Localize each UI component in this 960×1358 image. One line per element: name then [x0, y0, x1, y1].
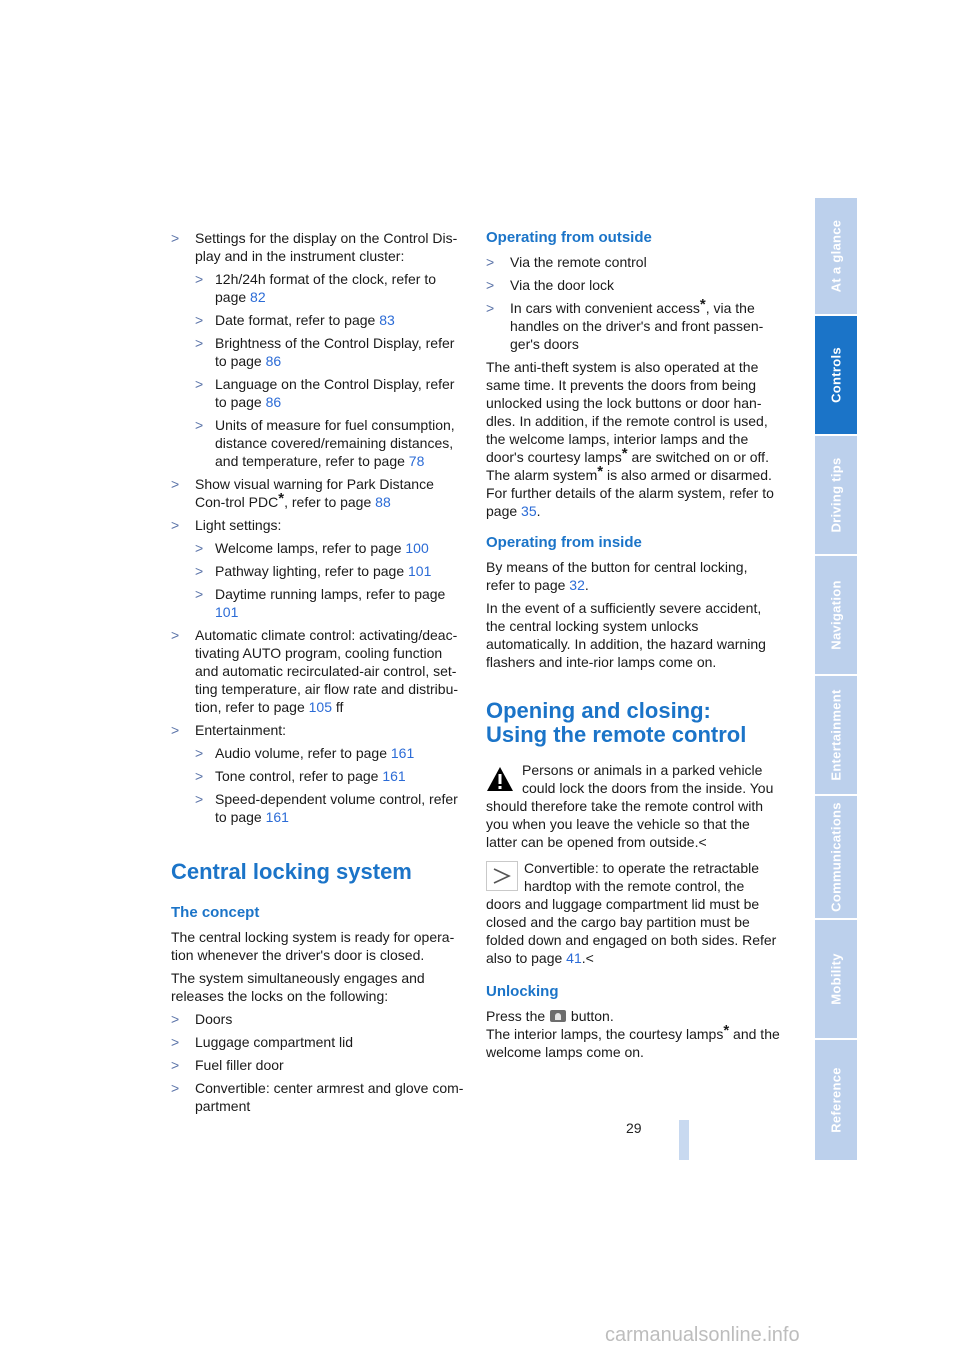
tab-communications[interactable]: Communications [815, 796, 857, 918]
list-item: > Units of measure for fuel consumption, distance covered/remaining distances, and temperature, refer to page 78 [195, 416, 465, 470]
page-link[interactable]: 100 [405, 540, 429, 556]
list-item: > Doors [171, 1010, 465, 1028]
list-item: > Entertainment: [171, 721, 465, 739]
option-asterisk: * [621, 445, 628, 462]
list-item: > Via the remote control [486, 253, 780, 271]
list-item: > 12h/24h format of the clock, refer to page 82 [195, 270, 465, 306]
list-item: > Show visual warning for Park Distance Con-trol PDC*, refer to page 88 [171, 475, 465, 511]
watermark: carmanualsonline.info [605, 1324, 800, 1346]
page-number: 29 [626, 1120, 642, 1136]
list-item: > Language on the Control Display, refer to page 86 [195, 375, 465, 411]
tab-entertainment[interactable]: Entertainment [815, 676, 857, 794]
right-column [486, 229, 780, 1066]
page-link[interactable]: 101 [408, 563, 432, 579]
list-item: > Date format, refer to page 83 [195, 311, 465, 329]
list-item: > Brightness of the Control Display, refer to page 86 [195, 334, 465, 370]
list-item: > Settings for the display on the Control Dis-play and in the instrument cluster: [171, 229, 465, 265]
paragraph: The interior lamps, the courtesy lamps* and the welcome lamps come on. [486, 1022, 780, 1060]
section-heading-remote-control: Opening and closing: Using the remote control [486, 698, 747, 747]
page-link[interactable]: 32 [569, 577, 585, 593]
tab-driving-tips[interactable]: Driving tips [815, 436, 857, 554]
option-asterisk: * [699, 296, 706, 313]
page-link[interactable]: 161 [382, 768, 406, 784]
page-link[interactable]: 41 [566, 950, 582, 966]
page-link[interactable]: 161 [265, 809, 289, 825]
page-link[interactable]: 88 [375, 494, 391, 510]
list-item: > Convertible: center armrest and glove com-partment [171, 1079, 465, 1115]
list-item: > In cars with convenient access*, via the handles on the driver's and front passen-ger's doors [486, 299, 780, 353]
list-item: > Daytime running lamps, refer to page 101 [195, 585, 465, 621]
chapter-sidebar [815, 198, 857, 1160]
left-column [171, 229, 465, 1120]
paragraph: By means of the button for central locking, refer to page 32. [486, 559, 748, 593]
option-asterisk: * [723, 1022, 730, 1039]
list-item: > Automatic climate control: activating/deac-tivating AUTO program, cooling function and automatic recirculated-air control, set-ting temperature, air flow rate and distribu-tion, refer to page 105 ff [171, 626, 465, 716]
paragraph: In the event of a sufficiently severe accident, the central locking system unlocks automatically. In addition, the hazard warning flashers and inte-rior lamps come on. [486, 600, 766, 670]
paragraph: The central locking system is ready for opera-tion whenever the driver's door is closed. [171, 929, 455, 963]
list-item: > Audio volume, refer to page 161 [195, 744, 465, 762]
list-item: > Welcome lamps, refer to page 100 [195, 539, 465, 557]
list-item: > Tone control, refer to page 161 [195, 767, 465, 785]
list-item: > Light settings: [171, 516, 465, 534]
option-asterisk: * [278, 490, 285, 507]
warning-triangle-icon [486, 765, 514, 793]
warning-notice: Persons or animals in a parked vehicle could lock the doors from the inside. You should therefore take the remote control with you when you leave the vehicle so that the latter can be opened from outside.< [486, 762, 774, 850]
info-notice: Convertible: to operate the retractable hardtop with the remote control, the doors and luggage compartment lid must be closed and the cargo bay partition must be folded down and engaged on both sides. Refer also to page 41.< [486, 860, 777, 966]
section-heading-central-locking: Central locking system [171, 859, 412, 884]
page-link[interactable]: 35 [521, 503, 537, 519]
tab-mobility[interactable]: Mobility [815, 920, 857, 1038]
list-item: > Pathway lighting, refer to page 101 [195, 562, 465, 580]
list-item: > Luggage compartment lid [171, 1033, 465, 1051]
tab-at-a-glance[interactable]: At a glance [815, 198, 857, 314]
list-item: > Fuel filler door [171, 1056, 465, 1074]
page-link[interactable]: 78 [408, 453, 425, 469]
subsection-heading-concept: The concept [171, 904, 260, 921]
tab-navigation[interactable]: Navigation [815, 556, 857, 674]
paragraph: Press the button. [486, 1008, 614, 1024]
subsection-heading-inside: Operating from inside [486, 534, 642, 551]
subsection-heading-outside: Operating from outside [486, 229, 652, 246]
subsection-heading-unlocking: Unlocking [486, 983, 559, 1000]
list-item: > Via the door lock [486, 276, 780, 294]
page-link[interactable]: 82 [250, 289, 266, 305]
list-item: > Speed-dependent volume control, refer to page 161 [195, 790, 465, 826]
page-link[interactable]: 83 [379, 312, 395, 328]
paragraph: The anti-theft system is also operated at the same time. It prevents the doors from being unlocked using the lock buttons or door han-dles. In addition, if the remote control is used, the welcome lamps, interior lamps and the door's courtesy lamps* are switched on or off. The alarm system* is also armed or disarmed. For further details of the alarm system, refer to page 35. [486, 359, 774, 519]
tab-controls[interactable]: Controls [815, 316, 857, 434]
paragraph: The system simultaneously engages and releases the locks on the following: [171, 970, 425, 1004]
tab-reference[interactable]: Reference [815, 1040, 857, 1160]
page-link[interactable]: 86 [265, 353, 282, 369]
page-marker-bar [679, 1120, 689, 1160]
page-link[interactable]: 105 [308, 699, 332, 715]
note-arrow-icon [486, 861, 518, 891]
remote-unlock-icon [549, 1009, 567, 1023]
page-link[interactable]: 86 [265, 394, 282, 410]
page-link[interactable]: 161 [390, 745, 415, 761]
page-link[interactable]: 101 [215, 604, 239, 620]
option-asterisk: * [597, 463, 604, 480]
